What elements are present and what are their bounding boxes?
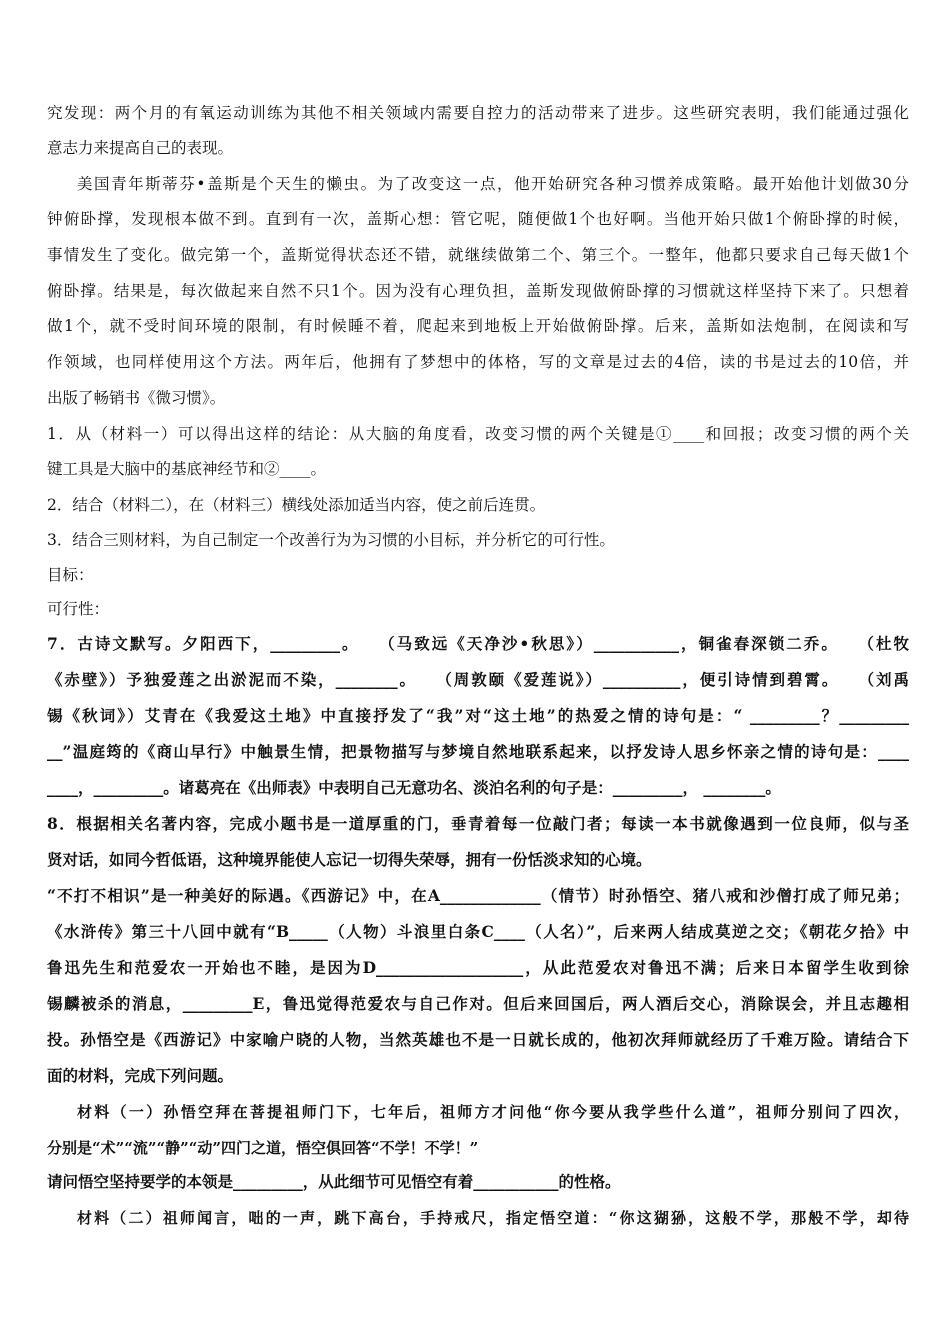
text-line: 美国青年斯蒂芬•盖斯是个天生的懒虫。为了改变这一点，他开始研究各种习惯养成策略。最开始他计划做30分 bbox=[77, 175, 909, 193]
material-2: 材料（二）祖师闻言，咄的一声，跳下高台，手持戒尺，指定悟空道：“你这猢狲，这般不学，那般不学，却待 bbox=[77, 1209, 909, 1227]
text-line: 锡麟被杀的消息，_________E，鲁迅觉得范爱农与自己作对。但后来回国后，两人酒后交心，消除误会，并且志趣相 bbox=[47, 994, 909, 1013]
text-line: 面的材料，完成下列问题。 bbox=[47, 1066, 234, 1085]
goal-label: 目标： bbox=[47, 566, 94, 584]
text-line: 意志力来提高自己的表现。 bbox=[47, 139, 234, 157]
question-1: 1．从（材料一）可以得出这样的结论：从大脑的角度看，改变习惯的两个关键是①____和回报；改变习惯的两个关 bbox=[47, 425, 909, 443]
text-line: ____，_________。诸葛亮在《出师表》中表明自己无意功名、淡泊名利的句子是：_________， ________。 bbox=[47, 778, 781, 797]
text-line: 做1个，就不受时间环境的限制，有时候睡不着，爬起来到地板上开始做俯卧撑。后来，盖斯如法炮制，在阅读和写 bbox=[47, 317, 909, 335]
text-line: 《水浒传》第三十八回中就有“B_____（人物）斗浪里白条C____（人名）”，后来两人结成莫逆之交；《朝花夕拾》中 bbox=[47, 922, 909, 941]
question-7: 7．古诗文默写。夕阳西下，_________。 （马致远《天净沙•秋思》）___________，铜雀春深锁二乔。 （杜牧 bbox=[47, 634, 909, 653]
question-3: 3．结合三则材料，为自己制定一个改善行为为习惯的小目标，并分析它的可行性。 bbox=[47, 531, 615, 549]
text-line: 钟俯卧撑，发现根本做不到。直到有一次，盖斯心想：管它呢，随便做1个也好啊。当他开始只做1个俯卧撑的时候， bbox=[47, 210, 909, 228]
text-line: 俯卧撑。结果是，每次做起来自然不只1个。因为没有心理负担，盖斯发现做俯卧撑的习惯就这样坚持下来了。只想着 bbox=[47, 282, 909, 300]
text-line: 键工具是大脑中的基底神经节和②____。 bbox=[47, 460, 327, 478]
question-8: 8．根据相关名著内容，完成小题书是一道厚重的门，垂青着每一位敲门者；每读一本书就像遇到一位良师，似与圣 bbox=[47, 814, 909, 833]
text-line: 《赤壁》）予独爱莲之出淤泥而不染，________。 （周敦颐《爱莲说》）__________，便引诗情到碧霄。 （刘禹 bbox=[47, 670, 909, 689]
text-line: 究发现：两个月的有氧运动训练为其他不相关领域内需要自控力的活动带来了进步。这些研究表明，我们能通过强化 bbox=[47, 104, 909, 122]
text-line: 出版了畅销书《微习惯》。 bbox=[47, 389, 226, 407]
text-line: 请问悟空坚持要学的本领是_________，从此细节可见悟空有着___________的性格。 bbox=[47, 1172, 621, 1191]
text-line: 鲁迅先生和范爱农一开始也不睦，是因为D___________________，从此范爱农对鲁迅不满；后来日本留学生收到徐 bbox=[47, 958, 909, 977]
text-line: “不打不相识”是一种美好的际遇。《西游记》中，在A_____________（情节）时孙悟空、猪八戒和沙僧打成了师兄弟； bbox=[47, 886, 909, 905]
text-line: 投。孙悟空是《西游记》中家喻户晓的人物，当然英雄也不是一日就长成的，他初次拜师就经历了千难万险。请结合下 bbox=[47, 1030, 909, 1049]
text-line: 作领域，也同样使用这个方法。两年后，他拥有了梦想中的体格，写的文章是过去的4倍，读的书是过去的10倍，并 bbox=[47, 353, 909, 371]
text-line: 分别是“术”“流”“静”“动”四门之道，悟空俱回答“不学！不学！” bbox=[47, 1139, 479, 1157]
text-line: __”温庭筠的《商山早行》中触景生情，把景物描写与梦境自然地联系起来，以抒发诗人思乡怀亲之情的诗句是：____ bbox=[47, 742, 909, 761]
text-line: 锡《秋词》）艾青在《我爱这土地》中直接抒发了“我”对“这土地”的热爱之情的诗句是：“ _________？_________ bbox=[47, 706, 909, 725]
material-1: 材料（一）孙悟空拜在菩提祖师门下，七年后，祖师方才问他“你今要从我学些什么道”，祖师分别问了四次， bbox=[77, 1103, 909, 1121]
feasibility-label: 可行性： bbox=[47, 600, 110, 618]
text-line: 事情发生了变化。做完第一个，盖斯觉得状态还不错，就继续做第二个、第三个。一整年，他都只要求自己每天做1个 bbox=[47, 246, 909, 264]
text-line: 贤对话，如同今哲低语，这种境界能使人忘记一切得失荣辱，拥有一份恬淡求知的心境。 bbox=[47, 850, 652, 869]
question-2: 2．结合（材料二），在（材料三）横线处添加适当内容，使之前后连贯。 bbox=[47, 496, 546, 514]
